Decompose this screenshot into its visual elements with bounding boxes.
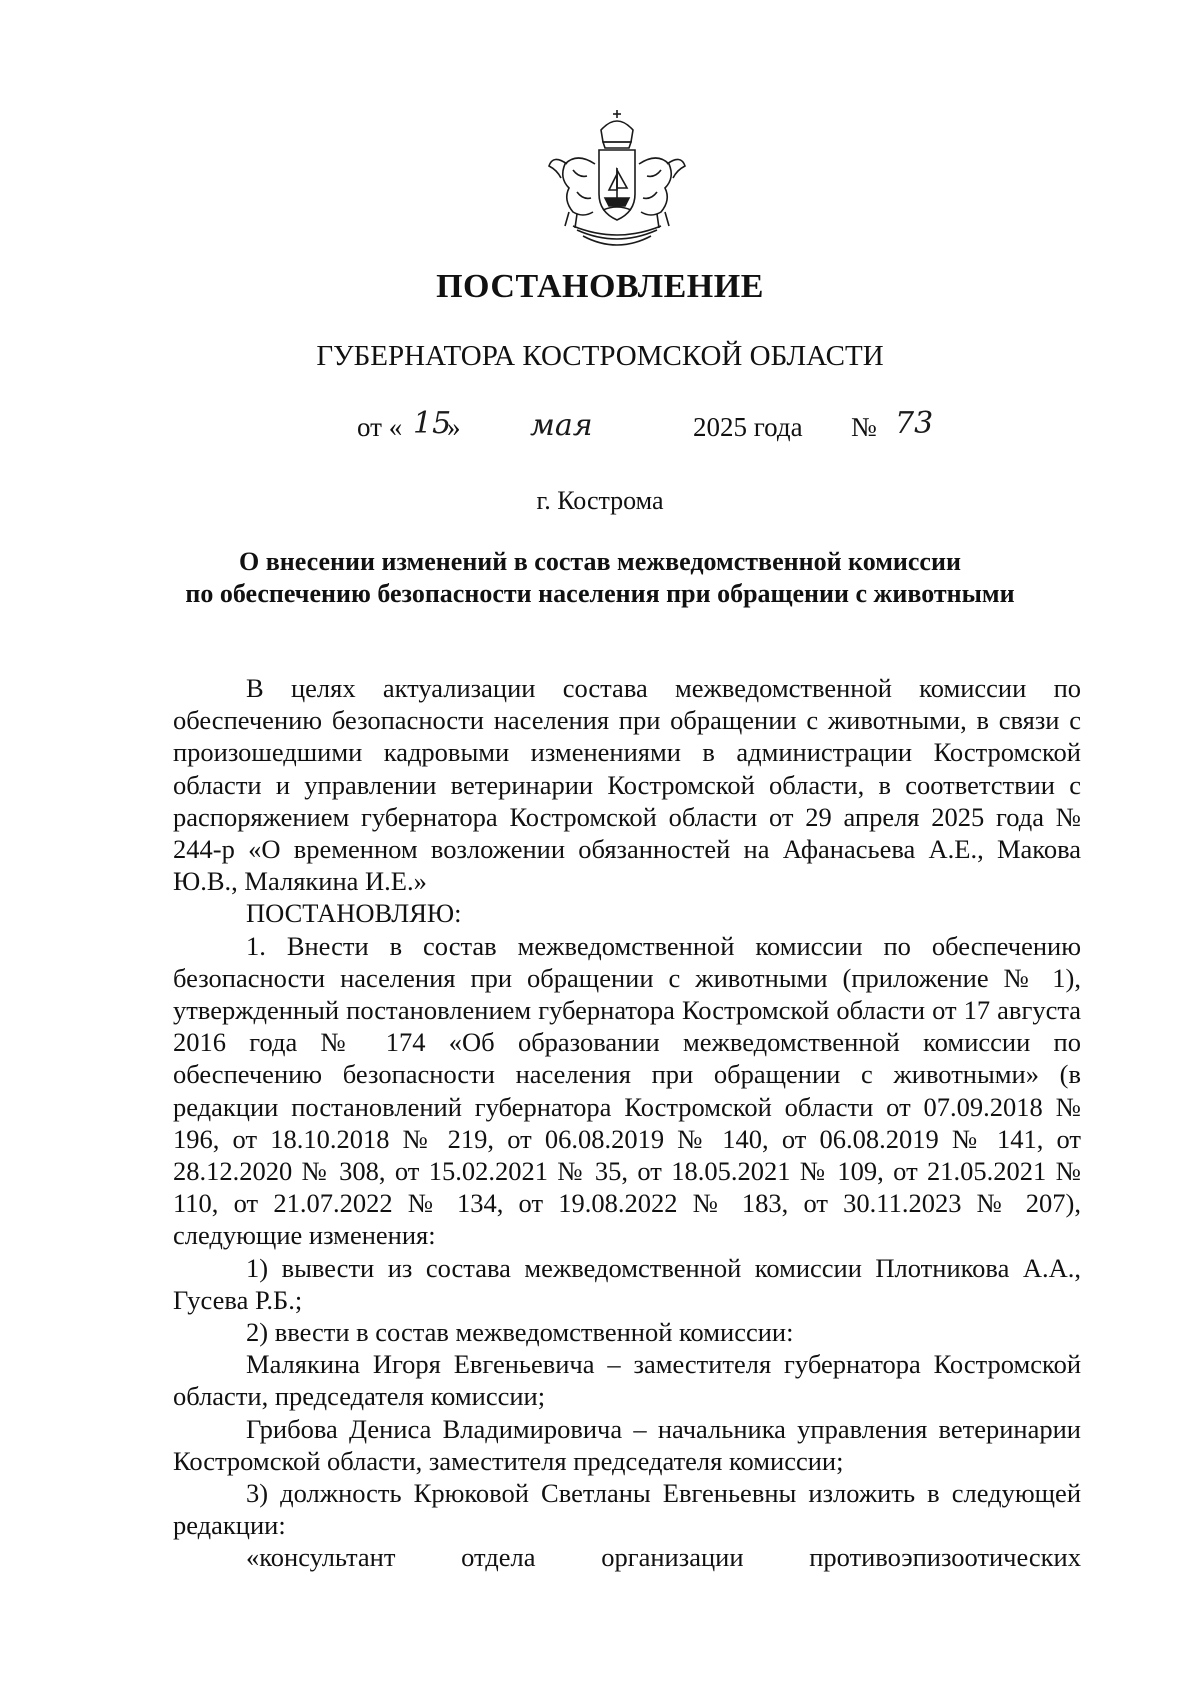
paragraph-member-gribov: Грибова Дениса Владимировича – начальника управления ветеринарии Костромской области, заместителя председателя комиссии; <box>173 1413 1081 1476</box>
document-title-line-1: О внесении изменений в состав межведомственной комиссии <box>239 547 961 576</box>
paragraph-preamble: В целях актуализации состава межведомственной комиссии по обеспечению безопасности населения при обращении с животными, в связи с произошедшими кадровыми изменениями в администрации Костромской области и управлении ветеринарии Костромской области, в соответствии с распоряжением губернатора Костромской области от 29 апреля 2025 года № 244-р «О временном возложении обязанностей на Афанасьева А.Е., Макова Ю.В., Малякина И.Е.» <box>173 673 1081 897</box>
issuer-heading: ГУБЕРНАТОРА КОСТРОМСКОЙ ОБЛАСТИ <box>316 340 884 372</box>
year-label: 2025 года <box>693 412 803 442</box>
paragraph-subitem-3: 3) должность Крюковой Светланы Евгеньевны изложить в следующей редакции: <box>173 1478 1081 1541</box>
date-day: 15 <box>413 406 452 441</box>
number-label: № <box>851 412 877 442</box>
document-title-line-2: по обеспечению безопасности населения при обращении с животными <box>185 579 1015 608</box>
kostroma-coat-of-arms-icon <box>543 108 691 256</box>
document-title <box>0 546 1200 610</box>
document-type-heading: ПОСТАНОВЛЕНИЕ <box>436 268 764 305</box>
paragraph-resolve: ПОСТАНОВЛЯЮ: <box>246 898 462 929</box>
document-body <box>173 672 1081 1574</box>
date-close-quote: » <box>447 412 461 442</box>
paragraph-subitem-1: 1) вывести из состава межведомственной комиссии Плотникова А.А., Гусева Р.Б.; <box>173 1252 1081 1315</box>
paragraph-member-malyakin: Малякина Игоря Евгеньевича – заместителя губернатора Костромской области, председателя комиссии; <box>173 1349 1081 1412</box>
paragraph-new-position: «консультант отдела организации противоэпизоотических <box>246 1542 1081 1573</box>
city-line: г. Кострома <box>536 486 664 515</box>
document-number: 73 <box>895 406 934 441</box>
paragraph-subitem-2: 2) ввести в состав межведомственной комиссии: <box>246 1317 794 1348</box>
paragraph-item-1: 1. Внести в состав межведомственной комиссии по обеспечению безопасности населения при обращении с животными (приложение № 1), утвержденный постановлением губернатора Костромской области от 17 августа 2016 года № 174 «Об образовании межведомственной комиссии по обеспечению безопасности населения при обращении с животными» (в редакции постановлений губернатора Костромской области от 07.09.2018 № 196, от 18.10.2018 № 219, от 06.08.2019 № 140, от 06.08.2019 № 141, от 28.12.2020 № 308, от 15.02.2021 № 35, от 18.05.2021 № 109, от 21.05.2021 № 110, от 21.07.2022 № 134, от 19.08.2022 № 183, от 30.11.2023 № 207), следующие изменения: <box>173 930 1081 1251</box>
date-month: мая <box>530 408 593 443</box>
date-prefix: от « <box>357 412 403 442</box>
